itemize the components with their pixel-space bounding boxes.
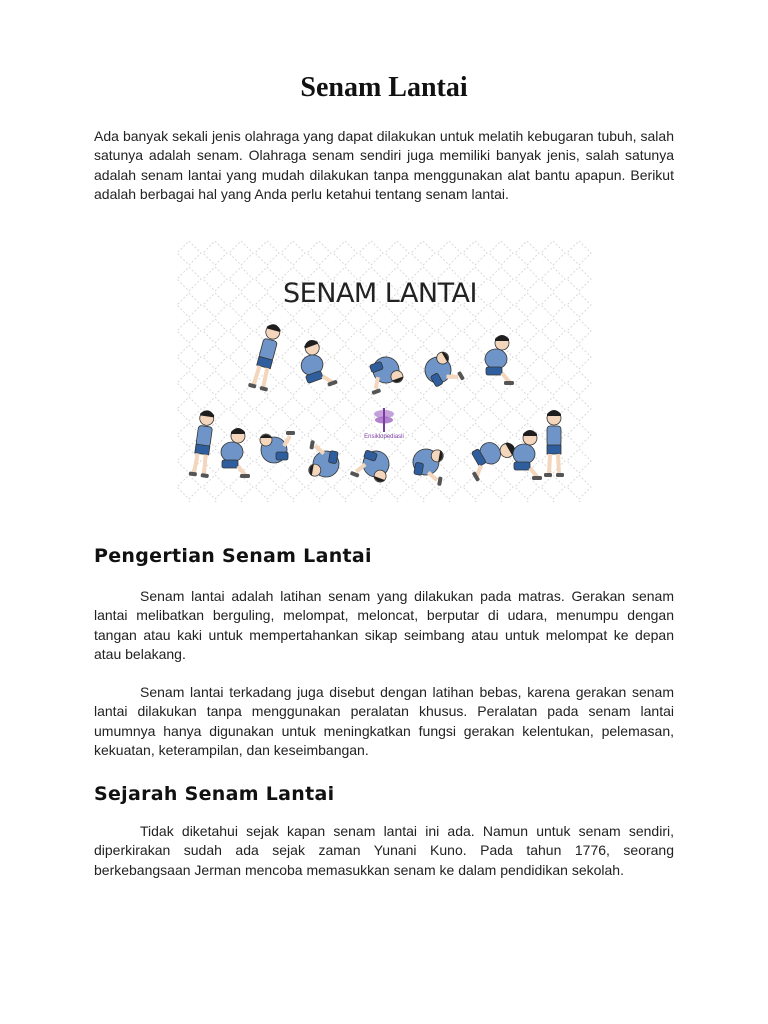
pengertian-paragraph-2: Senam lantai terkadang juga disebut dengan latihan bebas, karena gerakan senam lantai dilakukan tanpa menggunakan peralatan khusus. Peralatan pada senam lantai umumnya hanya digunakan untuk meningkatkan fungsi gerakan kelentukan, pelemasan, kekuatan, keterampilan, dan keseimbangan. (94, 684, 674, 759)
pengertian-paragraph-1: Senam lantai adalah latihan senam yang dilakukan pada matras. Gerakan senam lantai melibatkan berguling, melompat, meloncat, berputar di udara, menumpu dengan tangan atau kaki untuk mempertahankan sikap seimbang atau untuk melompat ke depan atau belakang. (94, 588, 674, 663)
senam-lantai-illustration (176, 240, 592, 502)
sejarah-paragraph-1: Tidak diketahui sejak kapan senam lantai ini ada. Namun untuk senam sendiri, diperkirakan sudah ada sejak zaman Yunani Kuno. Pada tahun 1776, seorang berkebangsaan Jerman mencoba memasukkan senam ke dalam pendidikan sekolah. (94, 823, 674, 878)
section-heading-sejarah: Sejarah Senam Lantai (94, 783, 335, 805)
document-title: Senam Lantai (300, 72, 468, 103)
logo-text: Ensiklopediasli (364, 434, 404, 440)
section-heading-pengertian: Pengertian Senam Lantai (94, 545, 372, 567)
intro-paragraph: Ada banyak sekali jenis olahraga yang dapat dilakukan untuk melatih kebugaran tubuh, salah satunya adalah senam. Olahraga senam sendiri juga memiliki banyak jenis, salah satunya adalah senam lantai yang mudah dilakukan tanpa menggunakan alat bantu apapun. Berikut adalah berbagai hal yang Anda perlu ketahui tentang senam lantai. (94, 128, 674, 203)
illustration-banner-text: SENAM LANTAI (283, 278, 477, 309)
